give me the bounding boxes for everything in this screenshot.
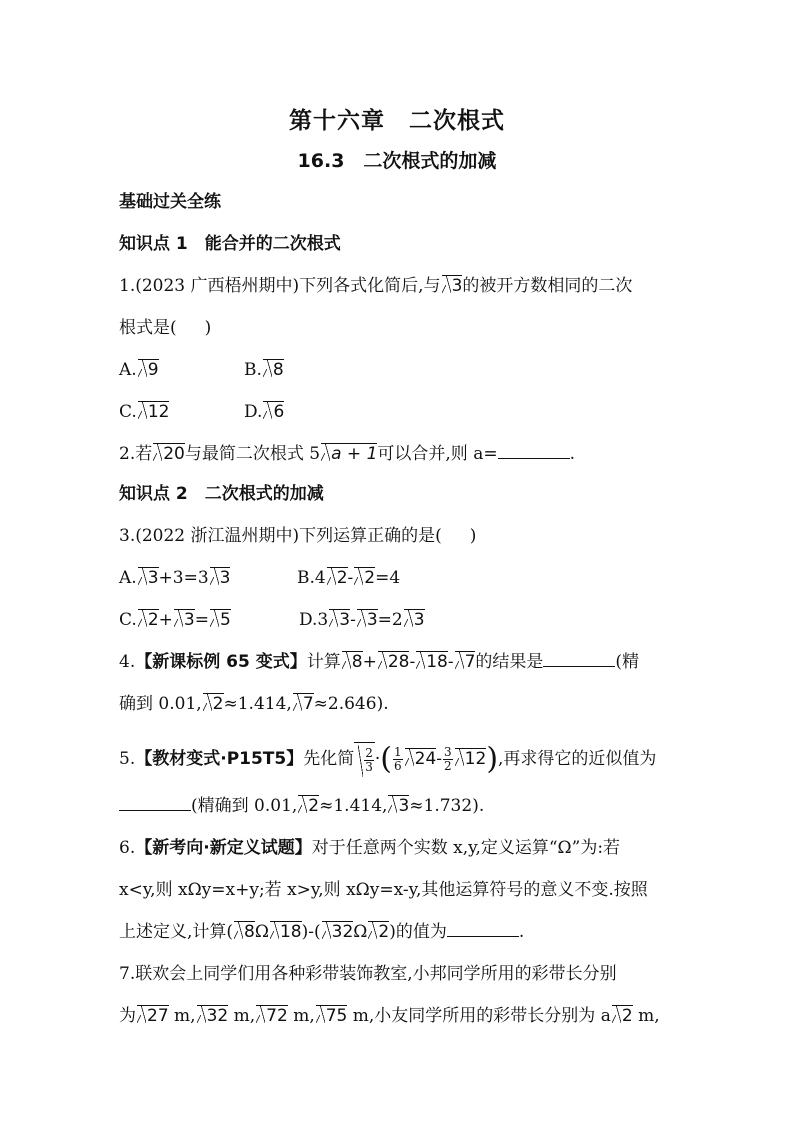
section-title: 16.3 二次根式的加减 bbox=[297, 150, 497, 172]
option-d[interactable]: D.3 3- 3=2 3 bbox=[299, 610, 425, 630]
knowledge-point-1: 知识点 1 能合并的二次根式 bbox=[119, 234, 341, 254]
option-c[interactable]: C. 12 bbox=[119, 402, 170, 422]
knowledge-point-2: 知识点 2 二次根式的加减 bbox=[119, 484, 324, 504]
question-1-line-1: 1.(2023 广西梧州期中)下列各式化简后,与 3的被开方数相同的二次 bbox=[119, 276, 633, 296]
question-6-line-1: 6.【新考向·新定义试题】对于任意两个实数 x,y,定义运算“Ω”为:若 bbox=[119, 838, 621, 858]
question-1-line-2: 根式是( ) bbox=[119, 318, 212, 338]
question-1-options-ab bbox=[119, 358, 679, 382]
option-d[interactable]: D. 6 bbox=[244, 402, 285, 422]
option-b[interactable]: B.4 2- 2=4 bbox=[297, 568, 401, 588]
question-5-line-2: (精确到 0.01, 2≈1.414, 3≈1.732). bbox=[119, 794, 679, 818]
question-1-options-cd bbox=[119, 400, 679, 424]
question-3-options-cd bbox=[119, 608, 679, 632]
answer-blank[interactable] bbox=[447, 920, 519, 937]
answer-blank[interactable] bbox=[498, 442, 570, 459]
question-4-line-1: 4.【新课标例 65 变式】计算 8+ 28- 18- 7的结果是 (精 bbox=[119, 652, 640, 672]
question-5-line-1: 5.【教材变式·P15T5】先化简 $\frac{2}{3}$ ·( $\frac{1}{6}$ 24- $\frac{3}{2}$ 12),再求得它的近似值为 bbox=[119, 741, 657, 777]
answer-blank[interactable] bbox=[543, 650, 615, 667]
question-3-stem: 3.(2022 浙江温州期中)下列运算正确的是( ) bbox=[119, 526, 477, 546]
question-6-line-2: x<y,则 xΩy=x+y;若 x>y,则 xΩy=x-y,其他运算符号的意义不变.按照 bbox=[119, 880, 648, 900]
option-b[interactable]: B. 8 bbox=[244, 360, 284, 380]
chapter-title: 第十六章 二次根式 bbox=[289, 108, 505, 134]
option-a[interactable]: A. 3+3=3 3 bbox=[119, 568, 231, 588]
question-4-line-2: 确到 0.01, 2≈1.414, 7≈2.646). bbox=[119, 694, 389, 714]
option-c[interactable]: C. 2+ 3= 5 bbox=[119, 610, 231, 630]
question-7-line-1: 7.联欢会上同学们用各种彩带装饰教室,小邦同学所用的彩带长分别 bbox=[119, 964, 617, 984]
option-a[interactable]: A. 9 bbox=[119, 360, 159, 380]
radical: 3 bbox=[442, 275, 463, 296]
question-3-options-ab bbox=[119, 566, 679, 590]
section-label: 基础过关全练 bbox=[119, 192, 221, 212]
question-7-line-2: 为 27 m, 32 m, 72 m, 75 m,小友同学所用的彩带长分别为 a 2 m, bbox=[119, 1006, 660, 1026]
answer-blank[interactable] bbox=[119, 794, 191, 811]
question-6-line-3: 上述定义,计算( 8Ω 18)-( 32Ω 2)的值为 . bbox=[119, 922, 525, 942]
question-2: 2.若 20与最简二次根式 5 a + 1可以合并,则 a= . bbox=[119, 444, 575, 464]
